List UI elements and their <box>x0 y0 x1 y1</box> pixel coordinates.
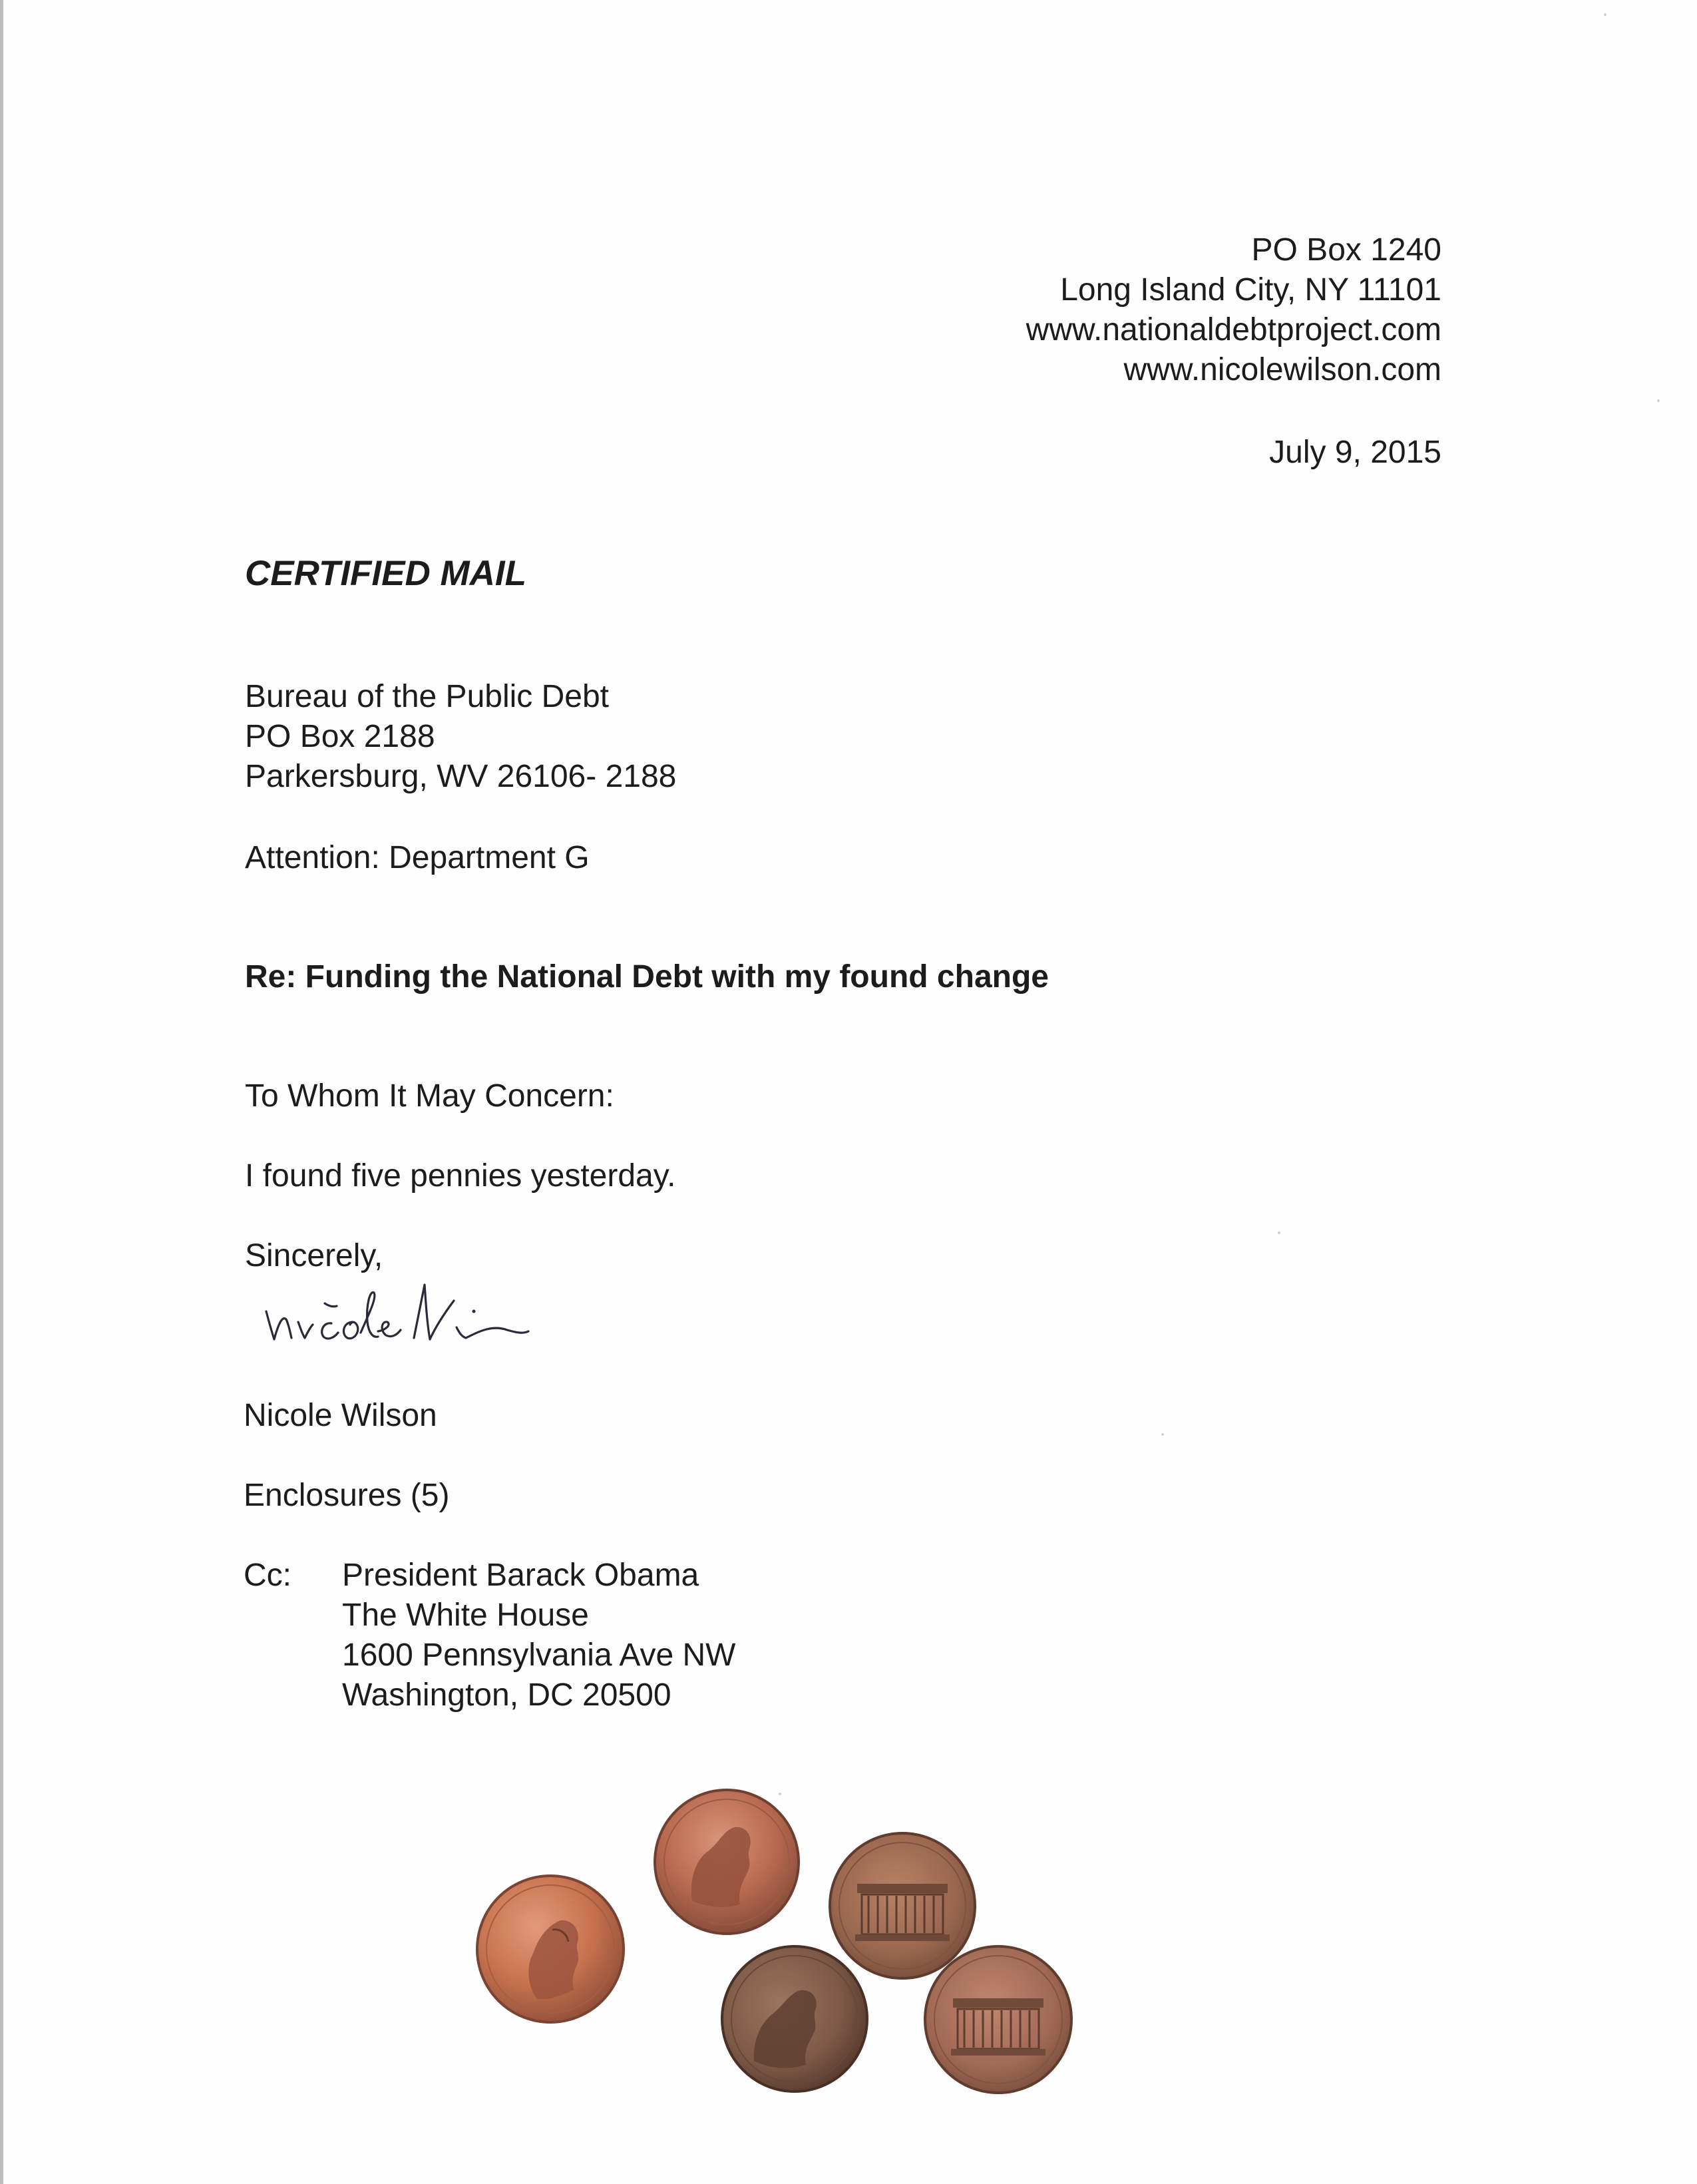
closing: Sincerely, <box>245 1238 383 1273</box>
cc-line: The White House <box>342 1598 589 1633</box>
scan-speck <box>1657 399 1660 402</box>
letter-body: I found five pennies yesterday. <box>245 1158 676 1194</box>
attention-line: Attention: Department G <box>245 840 590 875</box>
salutation: To Whom It May Concern: <box>245 1078 614 1114</box>
cc-address-block <box>342 1556 735 1715</box>
subject-line: Re: Funding the National Debt with my found change <box>245 959 1049 994</box>
penny-obverse-coin <box>719 1944 870 2094</box>
sender-website-1: www.nationaldebtproject.com <box>1026 312 1441 347</box>
cc-line: President Barack Obama <box>342 1558 699 1593</box>
recipient-address-line2: Parkersburg, WV 26106- 2188 <box>245 759 677 794</box>
sender-website-2: www.nicolewilson.com <box>1123 352 1441 387</box>
sender-address-line1: PO Box 1240 <box>1251 232 1441 268</box>
scan-speck <box>1161 1433 1164 1436</box>
recipient-name: Bureau of the Public Debt <box>245 679 610 714</box>
mailing-method: CERTIFIED MAIL <box>245 554 527 593</box>
signature-name: Nicole Wilson <box>244 1398 437 1433</box>
cc-line: 1600 Pennsylvania Ave NW <box>342 1638 736 1673</box>
letter-date: July 9, 2015 <box>1269 435 1441 470</box>
cc-line: Washington, DC 20500 <box>342 1677 671 1713</box>
recipient-address-block <box>245 677 676 797</box>
scan-speck <box>1278 1231 1280 1234</box>
scan-edge <box>0 0 3 2184</box>
sender-address-line2: Long Island City, NY 11101 <box>1060 272 1441 308</box>
penny-reverse-coin <box>922 1944 1074 2095</box>
enclosures-note: Enclosures (5) <box>244 1478 450 1513</box>
penny-obverse-coin <box>474 1872 627 2026</box>
sender-address-block <box>1026 230 1441 390</box>
scan-speck <box>1604 13 1606 16</box>
penny-obverse-coin <box>652 1787 801 1936</box>
signature-image <box>260 1258 632 1365</box>
cc-label: Cc: <box>244 1558 291 1593</box>
recipient-address-line1: PO Box 2188 <box>245 719 435 754</box>
